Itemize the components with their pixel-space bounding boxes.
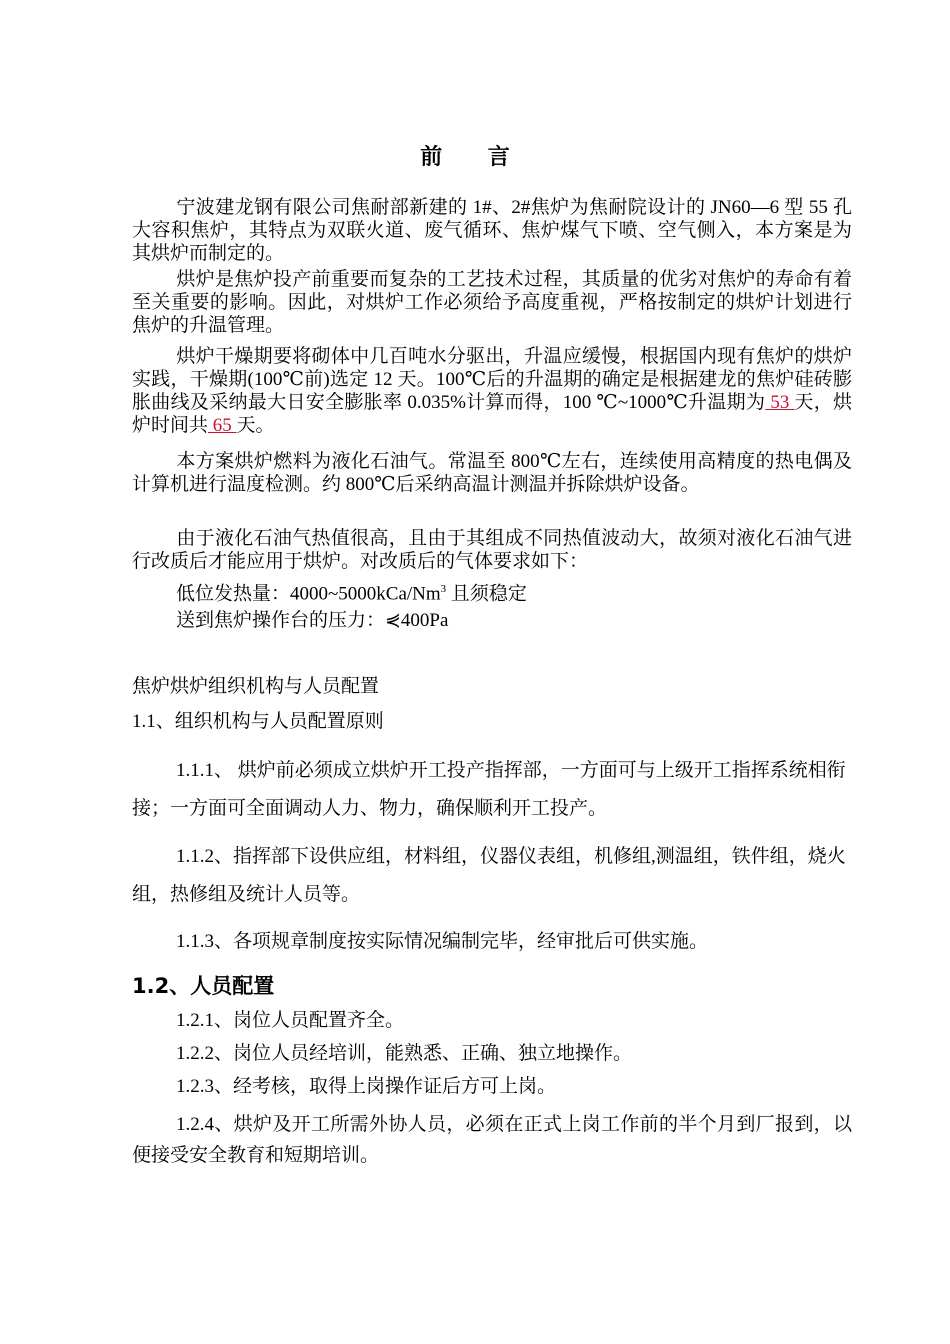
gas-requirement-heat [176,578,527,605]
list-item [132,752,852,828]
list-item [132,1109,852,1171]
intro-paragraph-2 [132,268,852,337]
section-heading: 焦炉烘炉组织机构与人员配置 [132,676,380,697]
item-1-1-2-text: 1.1.2、指挥部下设供应组，材料组，仪器仪表组，机修组,测温组，铁件组，烧火组，热修组及统计人员等。 [132,846,846,905]
list-item: 1.2.1、岗位人员配置齐全。 [176,1010,405,1031]
item-1-2-4-text: 1.2.4、烘炉及开工所需外协人员，必须在正式上岗工作前的半个月到厂报到，以便接受安全教育和短期培训。 [132,1114,852,1166]
unit-superscript: 3 [440,583,447,595]
gas-requirement-pressure: 送到焦炉操作台的压力：⋞400Pa [176,610,449,631]
heating-days-value: 53 [765,392,795,413]
list-item [132,838,852,914]
intro-paragraph-5 [132,527,852,573]
list-item [132,923,852,961]
intro-paragraph-3 [132,345,852,437]
intro-paragraph-4 [132,450,852,496]
intro-paragraph-5-text: 由于液化石油气热值很高，且由于其组成不同热值波动大，故须对液化石油气进行改质后才能应用于烘炉。对改质后的气体要求如下： [132,528,852,572]
intro-paragraph-2-text: 烘炉是焦炉投产前重要而复杂的工艺技术过程，其质量的优劣对焦炉的寿命有着至关重要的影响。因此，对烘炉工作必须给予高度重视，严格按制定的烘炉计划进行焦炉的升温管理。 [132,269,852,336]
intro-paragraph-3-mid: 天，烘炉时间共 [132,392,853,436]
intro-paragraph-1-text: 宁波建龙钢有限公司焦耐部新建的 1#、2#焦炉为焦耐院设计的 JN60—6 型 55 孔大容积焦炉，其特点为双联火道、废气循环、焦炉煤气下喷、空气侧入，本方案是为其烘炉而制定的。 [132,197,852,264]
intro-paragraph-3-end: 天。 [236,415,275,436]
intro-paragraph-1 [132,196,852,265]
item-1-1-1-text: 1.1.1、 烘炉前必须成立烘炉开工投产指挥部，一方面可与上级开工指挥系统相衔接；一方面可全面调动人力、物力，确保顺利开工投产。 [132,760,846,819]
intro-paragraph-3-text: 烘炉干燥期要将砌体中几百吨水分驱出，升温应缓慢，根据国内现有焦炉的烘炉实践，干燥期(100℃前)选定 12 天。100℃后的升温期的确定是根据建龙的焦炉硅砖膨胀曲线及采纳最大日安全膨胀率 0.035%计算而得，100 ℃~1000℃升温期为 [132,346,852,413]
page-title: 前 言 [420,144,530,169]
subsection-1-1-heading: 1.1、组织机构与人员配置原则 [132,711,384,732]
gas-requirement-heat-suffix: 且须稳定 [446,583,527,605]
list-item: 1.2.2、岗位人员经培训，能熟悉、正确、独立地操作。 [176,1043,633,1064]
item-1-1-3-text: 1.1.3、各项规章制度按实际情况编制完毕，经审批后可供实施。 [176,931,709,952]
list-item: 1.2.3、经考核，取得上岗操作证后方可上岗。 [176,1076,557,1097]
total-days-value: 65 [208,415,237,436]
subsection-1-2-heading: 1.2、人员配置 [132,974,275,998]
gas-requirement-heat-text: 低位发热量：4000~5000kCa/Nm [176,583,441,605]
intro-paragraph-4-text: 本方案烘炉燃料为液化石油气。常温至 800℃左右，连续使用高精度的热电偶及计算机进行温度检测。约 800℃后采纳高温计测温并拆除烘炉设备。 [132,451,852,495]
